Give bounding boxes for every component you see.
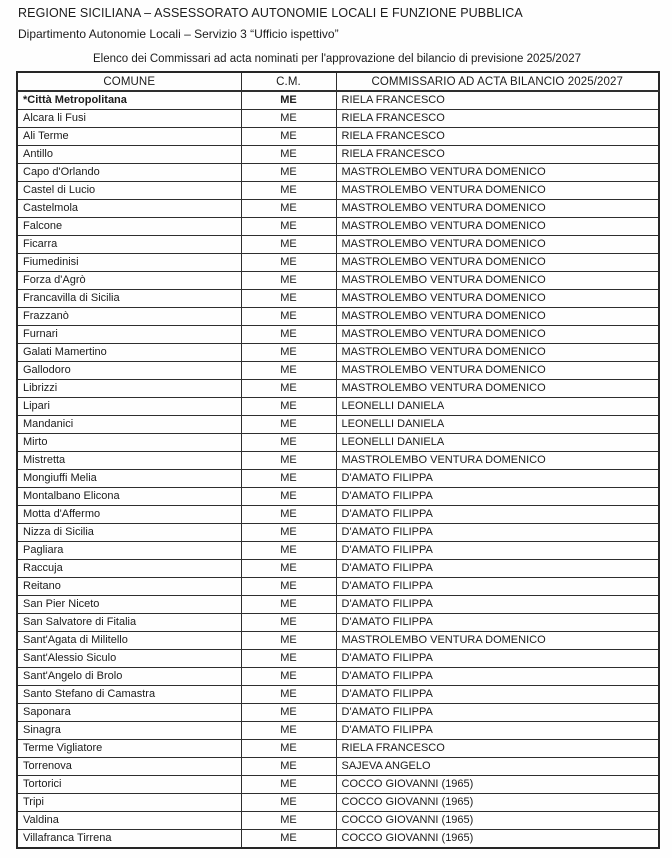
commissario-cell: MASTROLEMBO VENTURA DOMENICO [336,308,659,326]
column-header-cm: C.M. [241,72,336,91]
commissario-cell: D'AMATO FILIPPA [336,596,659,614]
cm-cell: ME [241,560,336,578]
table-row [17,560,659,578]
cm-cell: ME [241,722,336,740]
column-header-comune: COMUNE [17,72,241,91]
commissario-cell: MASTROLEMBO VENTURA DOMENICO [336,362,659,380]
table-row [17,524,659,542]
cm-cell: ME [241,416,336,434]
commissario-cell: COCCO GIOVANNI (1965) [336,776,659,794]
commissario-cell: D'AMATO FILIPPA [336,704,659,722]
cm-cell: ME [241,794,336,812]
comune-cell: Sant'Agata di Militello [17,632,241,650]
comune-cell: Motta d'Affermo [17,506,241,524]
table-row [17,452,659,470]
comune-cell: Ali Terme [17,128,241,146]
commissario-cell: D'AMATO FILIPPA [336,614,659,632]
comune-cell: Terme Vigliatore [17,740,241,758]
table-row [17,128,659,146]
cm-cell: ME [241,668,336,686]
comune-cell: Valdina [17,812,241,830]
comune-cell: Mirto [17,434,241,452]
table-row [17,650,659,668]
comune-cell: Santo Stefano di Camastra [17,686,241,704]
commissario-cell: D'AMATO FILIPPA [336,524,659,542]
comune-cell: Galati Mamertino [17,344,241,362]
table-row [17,290,659,308]
table-body [17,91,659,848]
table-row [17,722,659,740]
comune-cell: Alcara li Fusi [17,110,241,128]
cm-cell: ME [241,200,336,218]
table-row [17,182,659,200]
commissario-cell: D'AMATO FILIPPA [336,686,659,704]
cm-cell: ME [241,632,336,650]
table-row [17,434,659,452]
table-row [17,614,659,632]
table-row [17,110,659,128]
cm-cell: ME [241,776,336,794]
commissario-cell: RIELA FRANCESCO [336,91,659,110]
commissario-cell: RIELA FRANCESCO [336,110,659,128]
cm-cell: ME [241,164,336,182]
cm-cell: ME [241,182,336,200]
cm-cell: ME [241,290,336,308]
commissari-table [16,71,660,849]
table-row [17,344,659,362]
comune-cell: Falcone [17,218,241,236]
commissario-cell: RIELA FRANCESCO [336,146,659,164]
comune-cell: Villafranca Tirrena [17,830,241,849]
comune-cell: Reitano [17,578,241,596]
comune-cell: Gallodoro [17,362,241,380]
comune-cell: Raccuja [17,560,241,578]
commissario-cell: RIELA FRANCESCO [336,128,659,146]
table-row [17,380,659,398]
comune-cell: Ficarra [17,236,241,254]
table-title: Elenco dei Commissari ad acta nominati per l'approvazione del bilancio di previsione 2025/2027 [92,53,582,65]
comune-cell: Mongiuffi Melia [17,470,241,488]
document-header-line1: REGIONE SICILIANA – ASSESSORATO AUTONOMIE LOCALI E FUNZIONE PUBBLICA [18,6,523,20]
commissario-cell: MASTROLEMBO VENTURA DOMENICO [336,380,659,398]
cm-cell: ME [241,452,336,470]
table-row [17,272,659,290]
cm-cell: ME [241,362,336,380]
commissario-cell: MASTROLEMBO VENTURA DOMENICO [336,254,659,272]
cm-cell: ME [241,326,336,344]
commissario-cell: MASTROLEMBO VENTURA DOMENICO [336,164,659,182]
cm-cell: ME [241,308,336,326]
commissario-cell: D'AMATO FILIPPA [336,488,659,506]
table-row [17,830,659,849]
comune-cell: Nizza di Sicilia [17,524,241,542]
table-row [17,704,659,722]
comune-cell: San Salvatore di Fitalia [17,614,241,632]
cm-cell: ME [241,218,336,236]
cm-cell: ME [241,830,336,849]
table-row [17,668,659,686]
cm-cell: ME [241,488,336,506]
commissario-cell: MASTROLEMBO VENTURA DOMENICO [336,272,659,290]
commissario-cell: D'AMATO FILIPPA [336,578,659,596]
table-row [17,578,659,596]
commissario-cell: MASTROLEMBO VENTURA DOMENICO [336,632,659,650]
comune-cell: Fiumedinisi [17,254,241,272]
table-row [17,632,659,650]
commissario-cell: MASTROLEMBO VENTURA DOMENICO [336,200,659,218]
commissario-cell: LEONELLI DANIELA [336,434,659,452]
cm-cell: ME [241,578,336,596]
cm-cell: ME [241,272,336,290]
commissario-cell: MASTROLEMBO VENTURA DOMENICO [336,182,659,200]
comune-cell: Tripi [17,794,241,812]
table-row [17,794,659,812]
commissario-cell: D'AMATO FILIPPA [336,506,659,524]
commissario-cell: D'AMATO FILIPPA [336,722,659,740]
comune-cell: Furnari [17,326,241,344]
comune-cell: Montalbano Elicona [17,488,241,506]
cm-cell: ME [241,344,336,362]
table-row [17,776,659,794]
table-header-row [17,72,659,91]
table-row [17,506,659,524]
commissario-cell: COCCO GIOVANNI (1965) [336,794,659,812]
document-header-line2: Dipartimento Autonomie Locali – Servizio 3 “Ufficio ispettivo” [18,27,339,41]
table-row [17,470,659,488]
commissario-cell: D'AMATO FILIPPA [336,470,659,488]
commissario-cell: COCCO GIOVANNI (1965) [336,830,659,849]
table-row [17,308,659,326]
table-row [17,362,659,380]
table-row [17,326,659,344]
comune-cell: Sinagra [17,722,241,740]
cm-cell: ME [241,128,336,146]
table-row [17,164,659,182]
table-row [17,542,659,560]
column-header-commissario: COMMISSARIO AD ACTA BILANCIO 2025/2027 [336,72,659,91]
cm-cell: ME [241,758,336,776]
comune-cell: Frazzanò [17,308,241,326]
cm-cell: ME [241,614,336,632]
comune-cell: Librizzi [17,380,241,398]
cm-cell: ME [241,596,336,614]
comune-cell: Mandanici [17,416,241,434]
table-row [17,146,659,164]
cm-cell: ME [241,434,336,452]
commissario-cell: D'AMATO FILIPPA [336,650,659,668]
commissario-cell: SAJEVA ANGELO [336,758,659,776]
cm-cell: ME [241,91,336,110]
commissario-cell: LEONELLI DANIELA [336,416,659,434]
commissario-cell: D'AMATO FILIPPA [336,560,659,578]
comune-cell: Lipari [17,398,241,416]
commissario-cell: MASTROLEMBO VENTURA DOMENICO [336,290,659,308]
table-row [17,398,659,416]
commissario-cell: MASTROLEMBO VENTURA DOMENICO [336,326,659,344]
table-row [17,488,659,506]
comune-cell: Forza d'Agrò [17,272,241,290]
cm-cell: ME [241,146,336,164]
comune-cell: Antillo [17,146,241,164]
comune-cell: Castelmola [17,200,241,218]
comune-cell: Torrenova [17,758,241,776]
comune-cell: Sant'Alessio Siculo [17,650,241,668]
cm-cell: ME [241,812,336,830]
cm-cell: ME [241,686,336,704]
table-row [17,200,659,218]
table-row [17,236,659,254]
commissario-cell: MASTROLEMBO VENTURA DOMENICO [336,452,659,470]
cm-cell: ME [241,506,336,524]
comune-cell: Saponara [17,704,241,722]
cm-cell: ME [241,524,336,542]
cm-cell: ME [241,704,336,722]
cm-cell: ME [241,254,336,272]
table-row [17,686,659,704]
commissario-cell: MASTROLEMBO VENTURA DOMENICO [336,344,659,362]
cm-cell: ME [241,110,336,128]
table-row [17,758,659,776]
table-row [17,218,659,236]
commissario-cell: D'AMATO FILIPPA [336,542,659,560]
cm-cell: ME [241,740,336,758]
comune-cell: Tortorici [17,776,241,794]
comune-cell: Capo d'Orlando [17,164,241,182]
commissario-cell: MASTROLEMBO VENTURA DOMENICO [336,236,659,254]
commissario-cell: MASTROLEMBO VENTURA DOMENICO [336,218,659,236]
comune-cell: Castel di Lucio [17,182,241,200]
table-row [17,254,659,272]
comune-cell: *Città Metropolitana [17,91,241,110]
cm-cell: ME [241,470,336,488]
comune-cell: Francavilla di Sicilia [17,290,241,308]
table-row [17,812,659,830]
commissario-cell: RIELA FRANCESCO [336,740,659,758]
comune-cell: Pagliara [17,542,241,560]
commissario-cell: D'AMATO FILIPPA [336,668,659,686]
cm-cell: ME [241,650,336,668]
comune-cell: Mistretta [17,452,241,470]
table-row [17,596,659,614]
commissario-cell: LEONELLI DANIELA [336,398,659,416]
cm-cell: ME [241,380,336,398]
cm-cell: ME [241,398,336,416]
table-row [17,416,659,434]
comune-cell: San Pier Niceto [17,596,241,614]
comune-cell: Sant'Angelo di Brolo [17,668,241,686]
commissario-cell: COCCO GIOVANNI (1965) [336,812,659,830]
table-row [17,740,659,758]
cm-cell: ME [241,236,336,254]
cm-cell: ME [241,542,336,560]
table-row [17,91,659,110]
